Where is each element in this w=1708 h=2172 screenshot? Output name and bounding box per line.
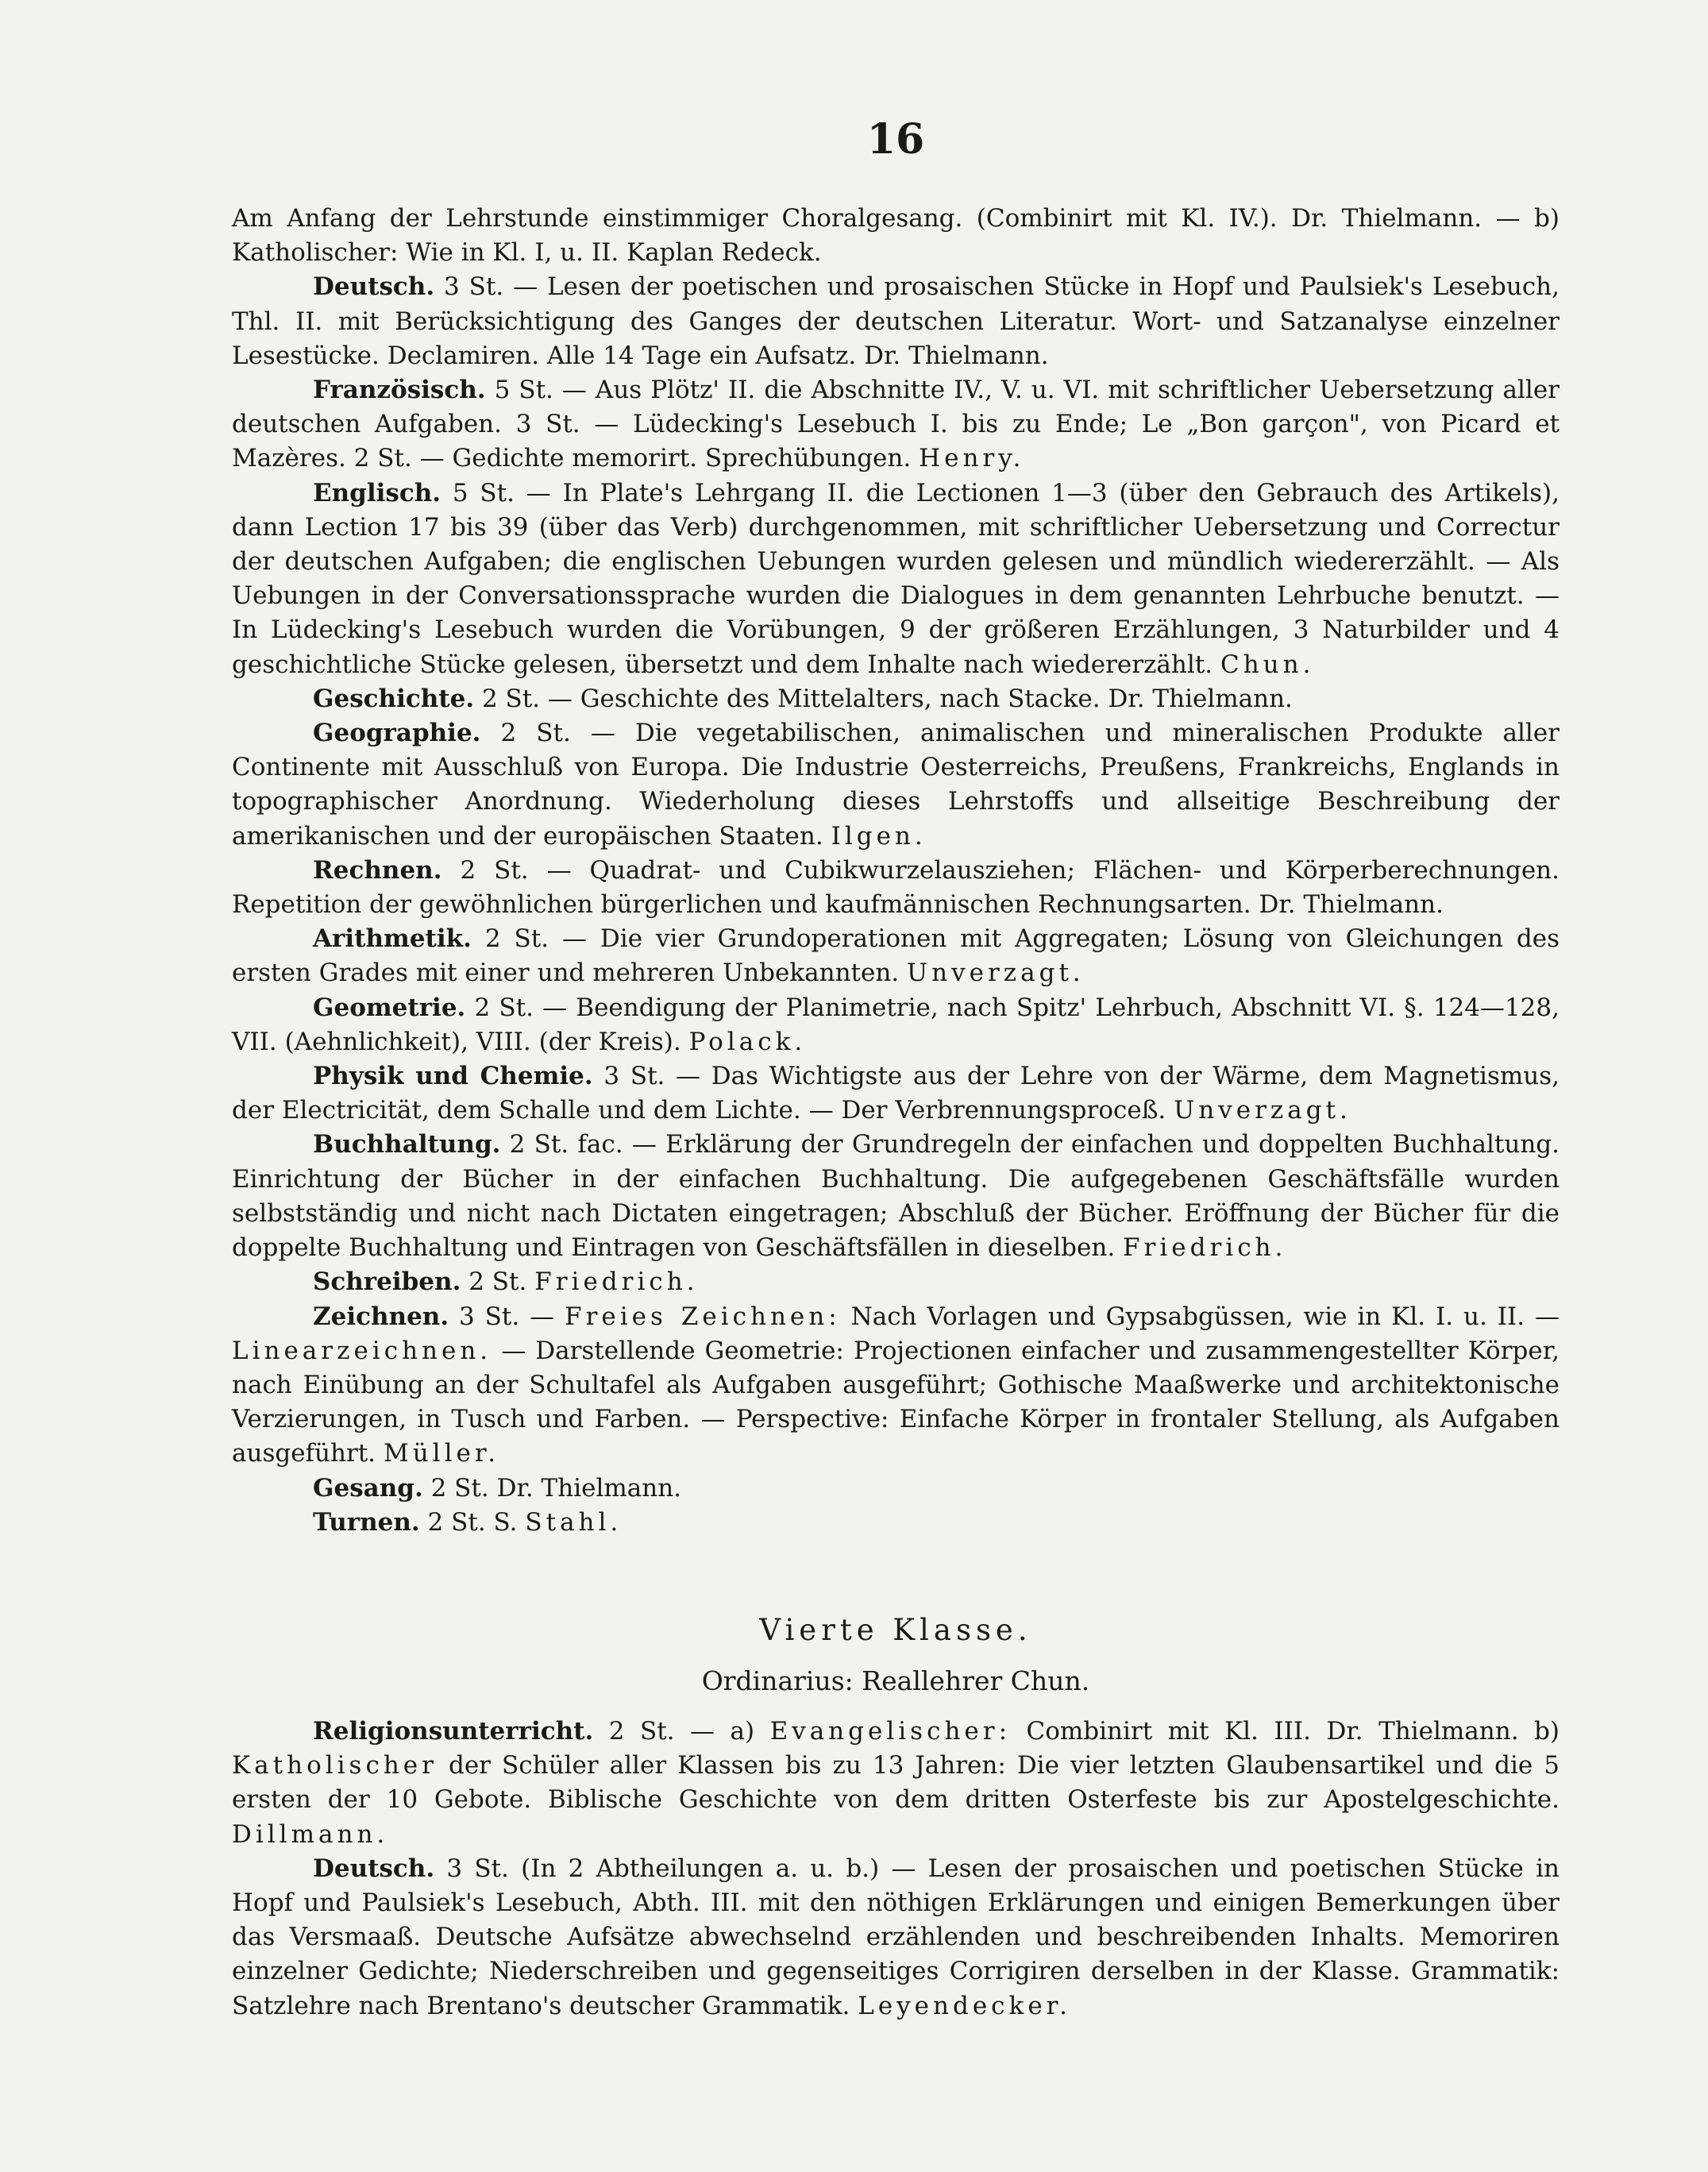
arithmetik-paragraph bbox=[232, 922, 1560, 990]
religion-text-a: 2 St. — a) bbox=[593, 1716, 770, 1746]
religion-text-c: der Schüler aller Klassen bis zu 13 Jahren: Die vier letzten Glaubensartikel und die 5 ersten der 10 Gebote. Biblische Geschichte von dem dritten Osterfeste bis zur Apostelgeschichte. bbox=[232, 1751, 1560, 1815]
turnen-text: 2 St. S. bbox=[419, 1507, 518, 1537]
geographie-teacher: Ilgen. bbox=[831, 821, 927, 851]
zeichnen-teacher: Müller. bbox=[383, 1439, 500, 1468]
geographie-text: 2 St. — Die vegetabilischen, animalischen und mineralischen Produkte aller Continente mit Ausschluß von Europa. Die Industrie Oesterreichs, Preußens, Frankreichs, Englands in topographischer Anordnung. Wiederholung dieses Lehrstoffs und allseitige Beschreibung der amerikanischen und der europäischen Staaten. bbox=[232, 719, 1560, 851]
turnen-subject: Turnen. bbox=[313, 1507, 420, 1537]
geschichte-paragraph bbox=[232, 682, 1560, 716]
englisch-paragraph bbox=[232, 476, 1560, 682]
document-page bbox=[232, 115, 1560, 2023]
deutsch-paragraph bbox=[232, 270, 1560, 373]
zeichnen-paragraph bbox=[232, 1300, 1560, 1472]
buchhaltung-teacher: Friedrich. bbox=[1123, 1233, 1287, 1263]
deutsch-iv-teacher: Leyendecker. bbox=[858, 1991, 1071, 2020]
arithmetik-subject: Arithmetik. bbox=[313, 924, 472, 954]
religion-cont-line-2: b) Katholischer: Wie in Kl. I, u. II. Kaplan Redeck. bbox=[232, 204, 1560, 268]
schreiben-paragraph bbox=[232, 1265, 1560, 1299]
turnen-teacher: Stahl. bbox=[525, 1507, 623, 1537]
deutsch-iv-text: 3 St. (In 2 Abtheilungen a. u. b.) — Lesen der prosaischen und poetischen Stücke in Hopf und Paulsiek's Lesebuch, Abth. III. mit den nöthigen Erklärungen und einigen Bemerkungen über das Versmaaß. Deutsche Aufsätze abwechselnd erzählenden und beschreibenden Inhalts. Memoriren einzelner Gedichte; Niederschreiben und gegenseitiges Corrigiren derselben in der Klasse. Grammatik: Satzlehre nach Brentano's deutscher Grammatik. bbox=[232, 1854, 1560, 2020]
religion-cont-line-1: Am Anfang der Lehrstunde einstimmiger Choralgesang. (Combinirt mit Kl. IV.). Dr. Thielmann. — bbox=[232, 204, 1521, 233]
zeichnen-text-c: — Darstellende Geometrie: Projectionen einfacher und zusammengestellter Körper, nach Einübung an der Schultafel als Aufgaben ausgeführt; Gothische Maaßwerke und architektonische Verzierungen, in Tusch und Farben. — Perspective: Einfache Körper in frontaler Stellung, als Aufgaben ausgeführt. bbox=[232, 1336, 1560, 1468]
arithmetik-teacher: Unverzagt. bbox=[907, 959, 1085, 988]
deutsch-text: 3 St. — Lesen der poetischen und prosaischen Stücke in Hopf und Paulsiek's Lesebuch, Thl. II. mit Berücksichtigung des Ganges der deutschen Literatur. Wort- und Satzanalyse einzelner Lesestücke. Declamiren. Alle 14 Tage ein Aufsatz. Dr. Thielmann. bbox=[232, 272, 1560, 370]
physik-paragraph bbox=[232, 1059, 1560, 1128]
franzoesisch-subject: Französisch. bbox=[313, 376, 486, 405]
zeichnen-text-a: 3 St. — bbox=[449, 1302, 565, 1331]
franzoesisch-teacher: Henry. bbox=[919, 444, 1025, 473]
religion-teacher: Dillmann. bbox=[232, 1819, 389, 1849]
page-number: 16 bbox=[866, 115, 925, 164]
geschichte-subject: Geschichte. bbox=[313, 684, 475, 713]
physik-teacher: Unverzagt. bbox=[1174, 1096, 1351, 1125]
religion-katholisch: Katholischer bbox=[232, 1751, 438, 1780]
zeichnen-freies: Freies Zeichnen: bbox=[565, 1302, 841, 1331]
schreiben-text: 2 St. bbox=[461, 1267, 527, 1297]
franzoesisch-text: 5 St. — Aus Plötz' II. die Abschnitte IV., V. u. VI. mit schriftlicher Uebersetzung aller deutschen Aufgaben. 3 St. — Lüdecking's Lesebuch I. bis zu Ende; Le „Bon garçon", von Picard et Mazères. 2 St. — Gedichte memorirt. Sprechübungen. bbox=[232, 376, 1560, 473]
geschichte-text: 2 St. — Geschichte des Mittelalters, nach Stacke. Dr. Thielmann. bbox=[474, 684, 1293, 713]
gesang-text: 2 St. Dr. Thielmann. bbox=[422, 1473, 682, 1503]
rechnen-teacher: Dr. Thielmann. bbox=[1259, 890, 1444, 920]
rechnen-paragraph bbox=[232, 854, 1560, 922]
buchhaltung-subject: Buchhaltung. bbox=[313, 1130, 501, 1159]
buchhaltung-paragraph bbox=[232, 1128, 1560, 1265]
zeichnen-linear: Linearzeichnen. bbox=[232, 1336, 492, 1365]
zeichnen-text-b: Nach Vorlagen und Gypsabgüssen, wie in Kl. I. u. II. — bbox=[840, 1302, 1560, 1331]
religion-subject: Religionsunterricht. bbox=[313, 1716, 594, 1746]
englisch-subject: Englisch. bbox=[313, 478, 441, 507]
religion-paragraph bbox=[232, 1715, 1560, 1852]
geometrie-text: 2 St. — Beendigung der Planimetrie, nach Spitz' Lehrbuch, Abschnitt VI. §. 124—128, VII. (Aehnlichkeit), VIII. (der Kreis). bbox=[232, 993, 1560, 1056]
englisch-teacher: Chun. bbox=[1220, 650, 1315, 679]
geometrie-subject: Geometrie. bbox=[313, 993, 466, 1022]
deutsch-subject: Deutsch. bbox=[313, 272, 435, 302]
franzoesisch-paragraph bbox=[232, 373, 1560, 476]
schreiben-teacher: Friedrich. bbox=[534, 1267, 699, 1297]
religion-evangelisch: Evangelischer: bbox=[769, 1716, 1012, 1746]
deutsch-iv-paragraph bbox=[232, 1852, 1560, 2023]
schreiben-subject: Schreiben. bbox=[313, 1267, 461, 1297]
turnen-paragraph bbox=[232, 1506, 1560, 1540]
geometrie-paragraph bbox=[232, 991, 1560, 1059]
geographie-paragraph bbox=[232, 716, 1560, 854]
buchhaltung-text: 2 St. fac. — Erklärung der Grundregeln der einfachen und doppelten Buchhaltung. Einrichtung der Bücher in der einfachen Buchhaltung. Die aufgegebenen Geschäftsfälle wurden selbstständig und nicht nach Dictaten eingetragen; Abschluß der Bücher. Eröffnung der Bücher für die doppelte Buchhaltung und Eintragen von Geschäftsfällen in dieselben. bbox=[232, 1130, 1560, 1263]
englisch-text: 5 St. — In Plate's Lehrgang II. die Lectionen 1—3 (über den Gebrauch des Artikels), dann Lection 17 bis 39 (über das Verb) durchgenommen, mit schriftlicher Uebersetzung und Correctur der deutschen Aufgaben; die englischen Uebungen wurden gelesen und mündlich wiedererzählt. — Als Uebungen in der Conversationssprache wurden die Dialogues in dem genannten Lehrbuche benutzt. — In Lüdecking's Lesebuch wurden die Vorübungen, 9 der größeren Erzählungen, 3 Naturbilder und 4 geschichtliche Stücke gelesen, übersetzt und dem Inhalte nach wiedererzählt. bbox=[232, 478, 1560, 679]
rechnen-text: 2 St. — Quadrat- und Cubikwurzelausziehen; Flächen- und Körperberechnungen. Repetition der gewöhnlichen bürgerlichen und kaufmännischen Rechnungsarten. bbox=[232, 855, 1560, 920]
ordinarius-line: Ordinarius: Reallehrer Chun. bbox=[701, 1665, 1090, 1697]
physik-text: 3 St. — Das Wichtigste aus der Lehre von der Wärme, dem Magnetismus, der Electricität, dem Schalle und dem Lichte. — Der Verbrennungsproceß. bbox=[232, 1062, 1560, 1125]
zeichnen-subject: Zeichnen. bbox=[313, 1302, 449, 1331]
geometrie-teacher: Polack. bbox=[688, 1027, 807, 1056]
religion-text-b: Combinirt mit Kl. III. Dr. Thielmann. b) bbox=[1011, 1716, 1560, 1746]
gesang-paragraph bbox=[232, 1472, 1560, 1506]
physik-subject: Physik und Chemie. bbox=[313, 1062, 593, 1091]
gesang-subject: Gesang. bbox=[313, 1473, 423, 1503]
deutsch-iv-subject: Deutsch. bbox=[313, 1854, 435, 1883]
geographie-subject: Geographie. bbox=[313, 719, 481, 748]
arithmetik-text: 2 St. — Die vier Grundoperationen mit Aggregaten; Lösung von Gleichungen des ersten Grades mit einer und mehreren Unbekannten. bbox=[232, 924, 1560, 988]
rechnen-subject: Rechnen. bbox=[313, 855, 442, 885]
section-heading: Vierte Klasse. bbox=[759, 1612, 1032, 1647]
religion-continuation bbox=[232, 202, 1560, 270]
